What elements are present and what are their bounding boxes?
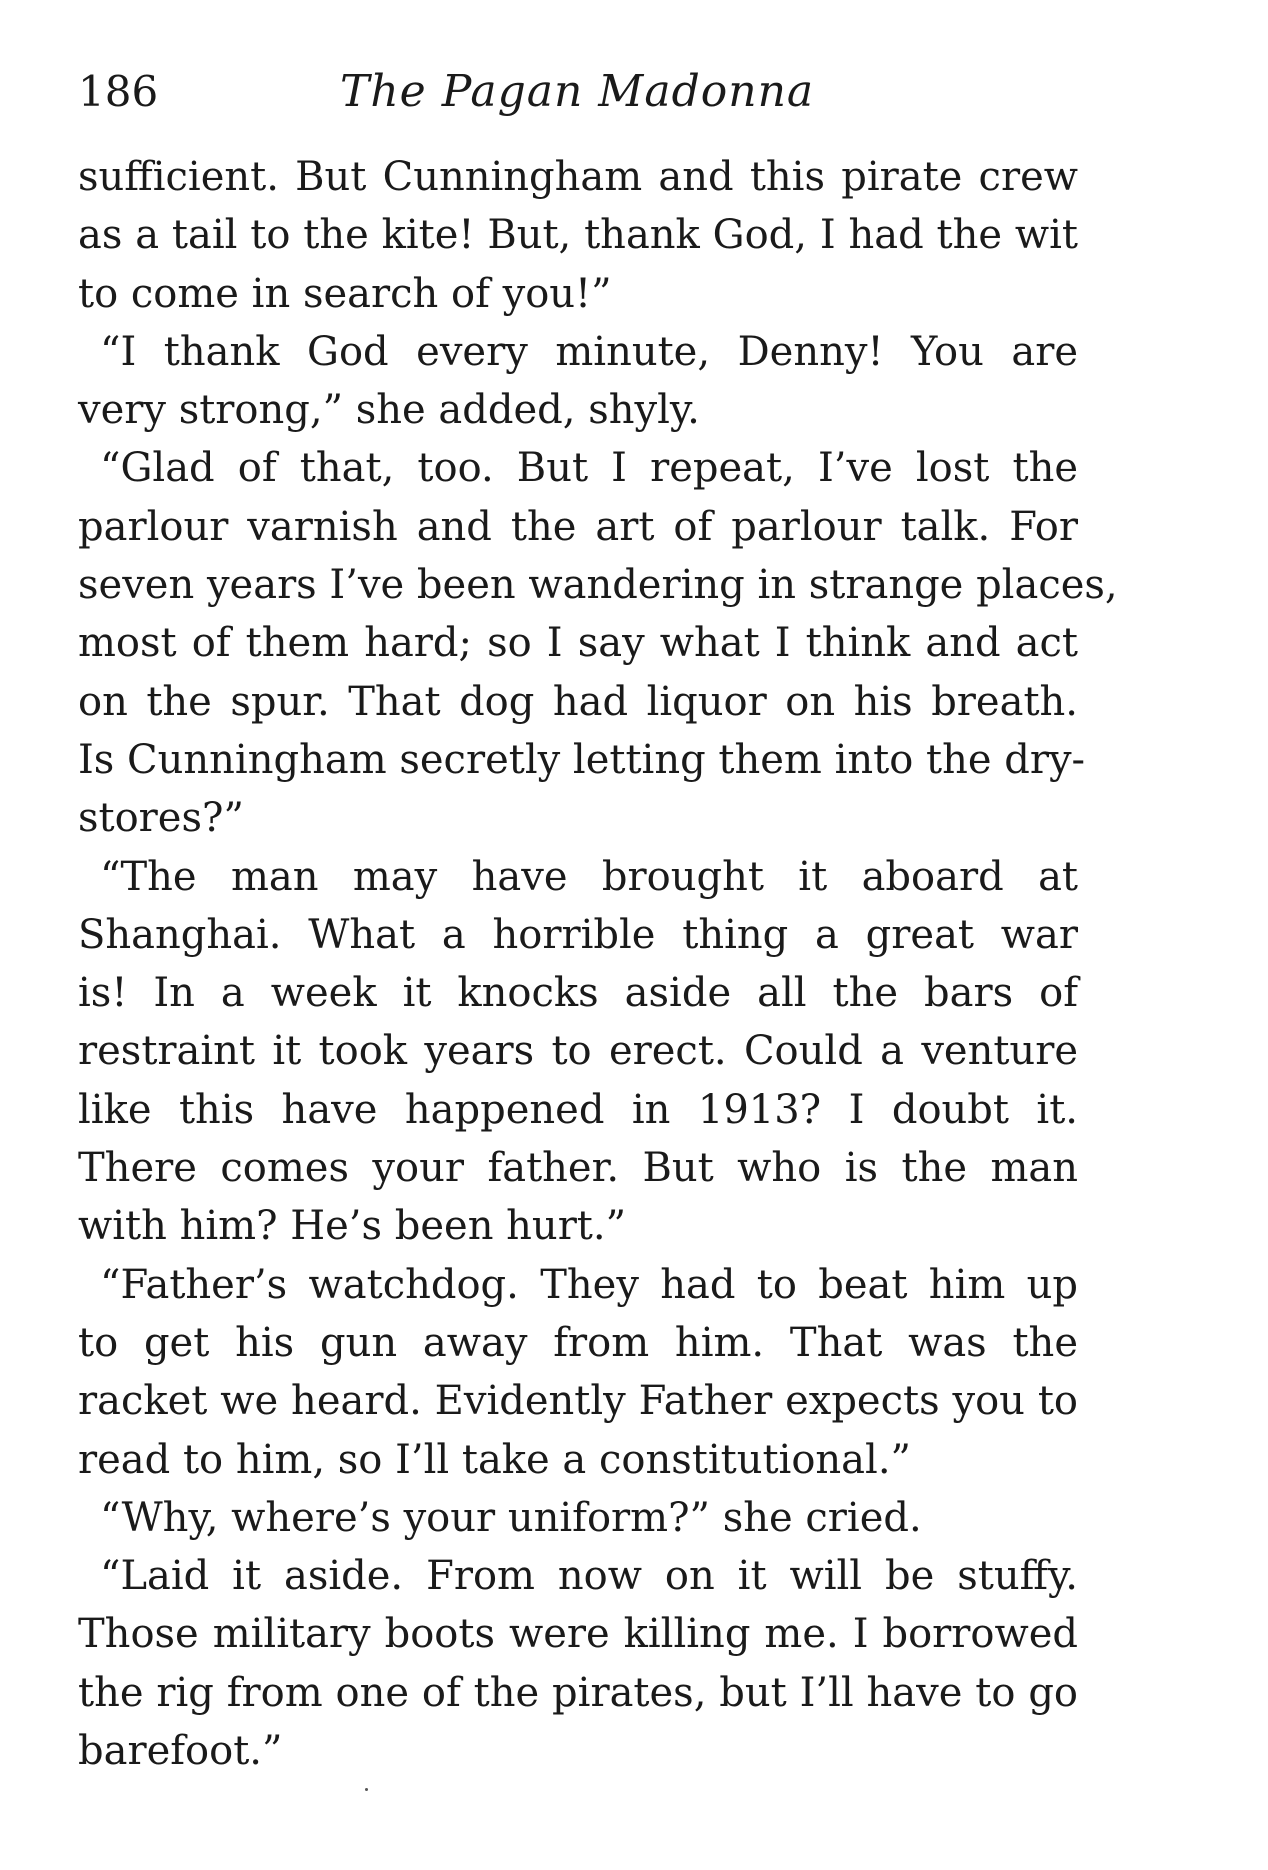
text-line: as a tail to the kite! But, thank God, I had the wit: [78, 212, 1078, 259]
page-header: [78, 62, 1078, 122]
text-line: Those military boots were killing me. I borrowed: [78, 1611, 1078, 1658]
text-line: sufficient. But Cunningham and this pirate crew: [78, 154, 1078, 200]
text-line: read to him, so I’ll take a constitutional.”: [78, 1436, 911, 1483]
text-line: “Laid it aside. From now on it will be stuffy.: [100, 1553, 1078, 1600]
text-line: “Glad of that, too. But I repeat, I’ve lost the: [100, 445, 1078, 492]
text-line: barefoot.”: [78, 1728, 283, 1775]
text-line: with him? He’s been hurt.”: [78, 1203, 627, 1250]
text-line: the rig from one of the pirates, but I’ll have to go: [78, 1669, 1078, 1716]
text-line: stores?”: [78, 795, 244, 842]
text-line: Shanghai. What a horrible thing a great war: [78, 911, 1078, 958]
body-text: [78, 148, 1118, 1780]
text-line: seven years I’ve been wandering in strange places,: [78, 562, 1118, 609]
text-line: parlour varnish and the art of parlour talk. For: [78, 503, 1078, 550]
paper-speck: [365, 1788, 368, 1791]
text-line: like this have happened in 1913? I doubt it.: [78, 1086, 1078, 1133]
text-line: “Why, where’s your uniform?” she cried.: [100, 1494, 922, 1541]
text-line: very strong,” she added, shyly.: [78, 387, 700, 434]
text-line: most of them hard; so I say what I think and act: [78, 620, 1078, 667]
page-number: 186: [78, 67, 159, 116]
text-line: “I thank God every minute, Denny! You are: [100, 328, 1078, 375]
text-line: Is Cunningham secretly letting them into the dry-: [78, 736, 1086, 783]
text-line: “Father’s watchdog. They had to beat him up: [100, 1261, 1078, 1308]
text-line: racket we heard. Evidently Father expects you to: [78, 1378, 1078, 1425]
text-line: restraint it took years to erect. Could a venture: [78, 1028, 1078, 1075]
running-title: The Pagan Madonna: [340, 66, 815, 117]
text-line: There comes your father. But who is the man: [78, 1145, 1078, 1192]
text-line: on the spur. That dog had liquor on his breath.: [78, 678, 1078, 725]
text-line: to get his gun away from him. That was the: [78, 1319, 1078, 1366]
text-line: to come in search of you!”: [78, 270, 612, 317]
text-line: “The man may have brought it aboard at: [100, 853, 1078, 900]
text-line: is! In a week it knocks aside all the bars of: [78, 970, 1078, 1017]
